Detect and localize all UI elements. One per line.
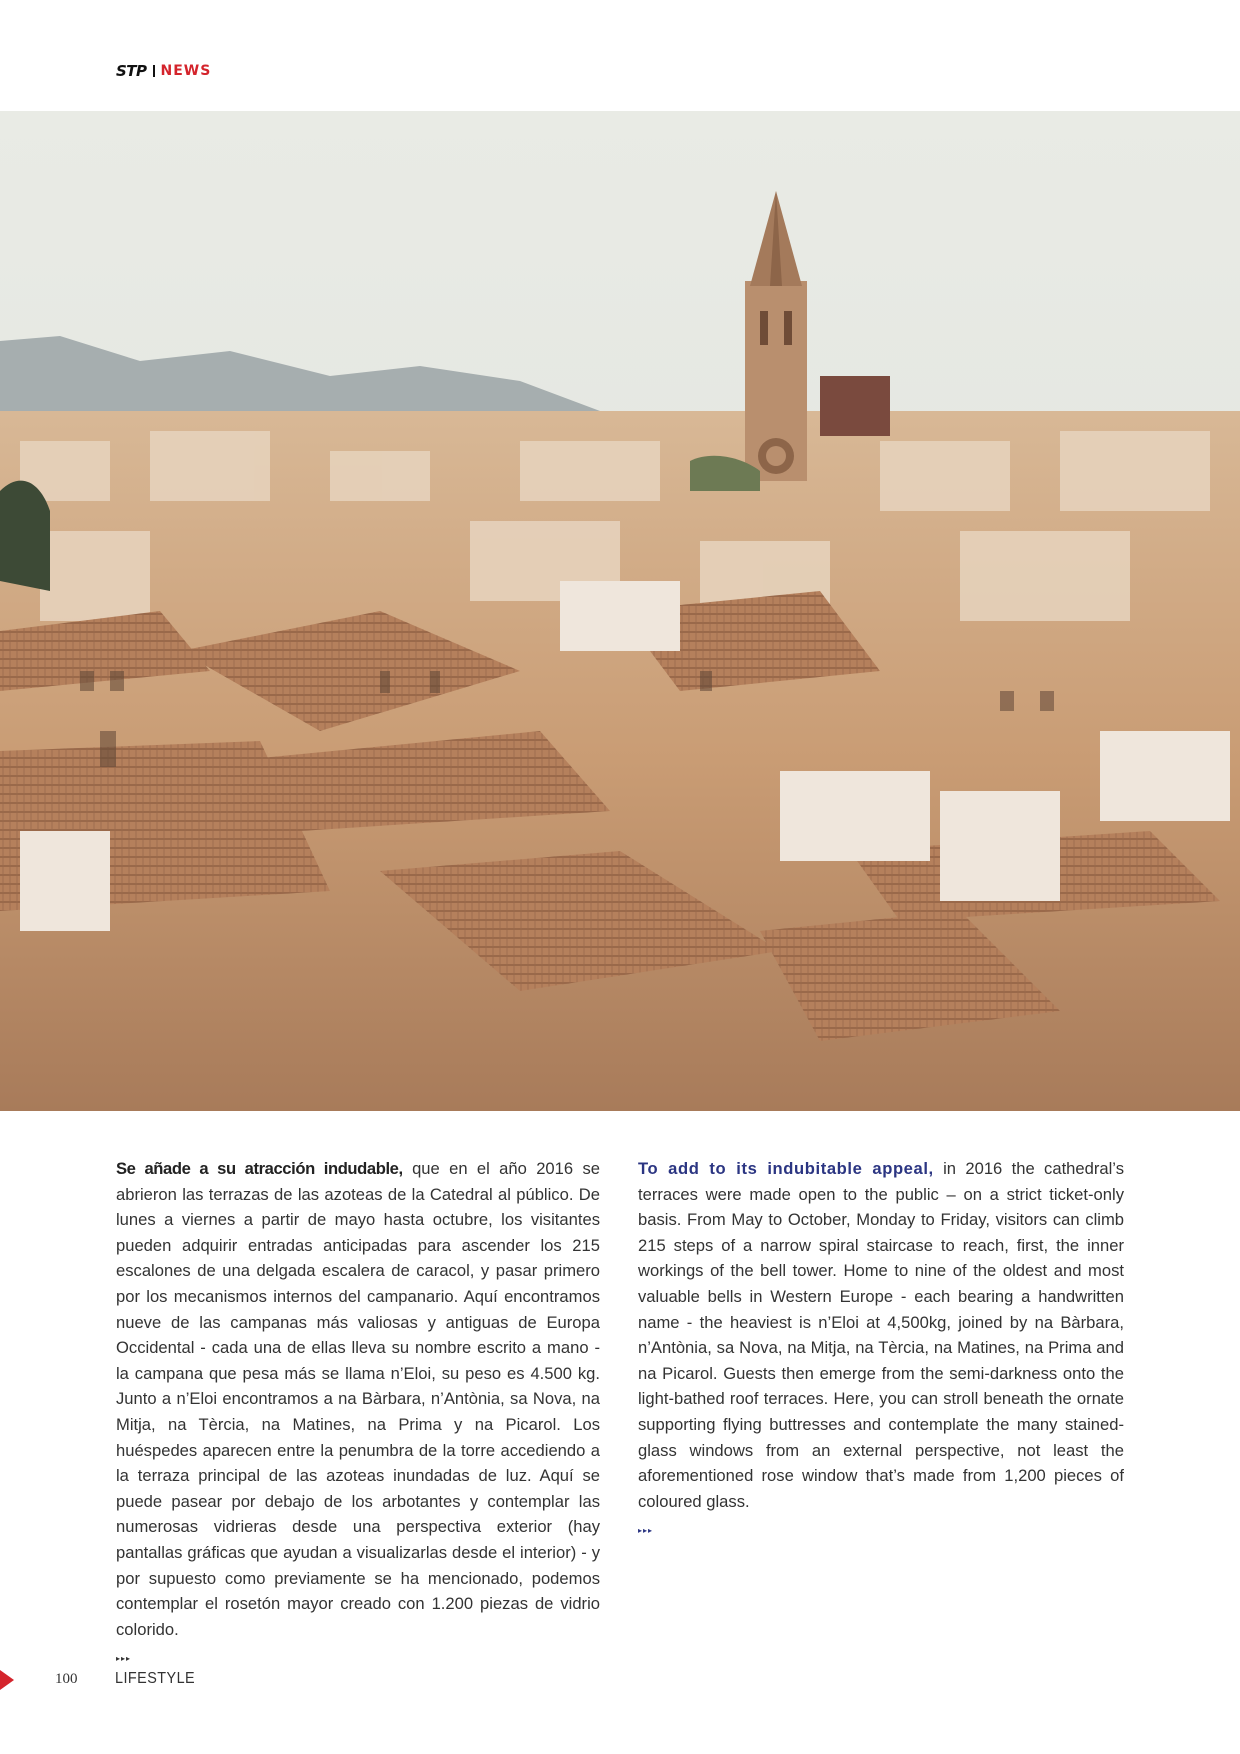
article-paragraph-english	[638, 1156, 1124, 1514]
page-number: 100	[55, 1671, 78, 1687]
body-text-english: in 2016 the cathedral’s terraces were made open to the public – on a strict ticket-only basis. From May to October, Monday to Friday, visitors can climb 215 steps of a narrow spiral staircase to reach, first, the inner workings of the bell tower. Home to nine of the oldest and most valuable bells in Western Europe - each bearing a handwritten name - the heaviest is n’Eloi at 4,500kg, joined by na Bàrbara, n’Antònia, sa Nova, na Mitja, na Tèrcia, na Matines, na Prima and na Picarol. Guests then emerge from the semi-darkness onto the light-bathed roof terraces. Here, you can stroll beneath the ornate supporting flying buttresses and contemplate the many stained-glass windows from an external perspective, not least the aforementioned rose window that’s made from 1,200 pieces of coloured glass.	[638, 1159, 1124, 1511]
lead-in-english: To add to its indubitable appeal,	[638, 1159, 934, 1178]
body-text-spanish: que en el año 2016 se abrieron las terrazas de las azoteas de la Catedral al público. De lunes a viernes a partir de mayo hasta octubre, los visitantes pueden adquirir entradas anticipadas para ascender los 215 escalones de una delgada escalera de caracol, y pasar primero por los mecanismos internos del campanario. Aquí encontramos nueve de las campanas más valiosas y antiguas de Europa Occidental - cada una de ellas lleva su nombre escrito a mano - la campana que pesa más se llama n’Eloi, su peso es 4.500 kg. Junto a n’Eloi encontramos a na Bàrbara, n’Antònia, sa Nova, na Mitja, na Tèrcia, na Matines, na Prima y na Picarol. Los huéspedes aparecen entre la penumbra de la torre accediendo a la terraza principal de las azoteas inundadas de luz. Aquí se puede pasear por debajo de los arbotantes y contemplar las numerosas vidrieras desde una perspectiva exterior (hay pantallas gráficas que ayudan a visualizarlas desde el interior) - y por supuesto como previamente se ha mencionado, podemos contemplar el rosetón mayor creado con 1.200 piezas de vidrio colorido.	[116, 1159, 600, 1639]
continue-arrows-icon: ▸▸▸	[116, 1654, 132, 1664]
article-column-english	[638, 1156, 1124, 1544]
cityscape-photo	[0, 111, 1240, 1111]
page-header	[116, 62, 211, 80]
cathedral-rooftops-image	[0, 111, 1240, 1111]
footer-section-label: LIFESTYLE	[115, 1670, 196, 1687]
publication-logo: STP	[116, 62, 147, 80]
lead-in-spanish: Se añade a su atracción indudable,	[116, 1159, 403, 1178]
section-label: NEWS	[160, 63, 212, 79]
header-divider	[153, 65, 155, 77]
continue-arrows-icon: ▸▸▸	[638, 1526, 654, 1536]
article-column-spanish	[116, 1156, 600, 1672]
article-paragraph-spanish	[116, 1156, 600, 1642]
page-marker-triangle-icon	[0, 1670, 14, 1690]
